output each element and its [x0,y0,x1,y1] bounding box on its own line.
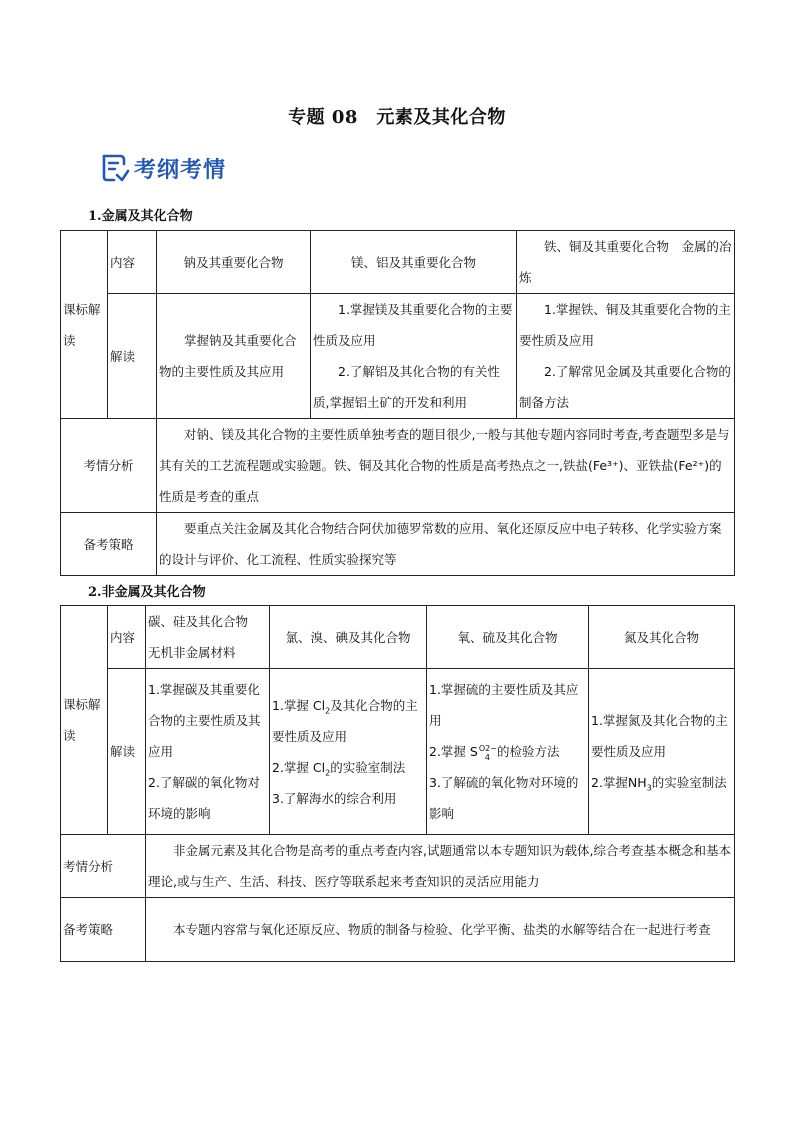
mg-al-point-1: 1.掌握镁及其重要化合物的主要性质及应用 [313,302,513,348]
strategy-text: 本专题内容常与氧化还原反应、物质的制备与检验、化学平衡、盐类的水解等结合在一起进行考查 [146,898,735,962]
magnesium-aluminum-interpretation [311,294,517,419]
halogen-point-1: 1.掌握 $Cl_2$及其化合物的主要性质及应用 [272,697,418,744]
mg-al-point-2: 2.了解铝及其化合物的有关性质,掌握铝土矿的开发和利用 [313,364,500,410]
strategy-label: 备考策略 [61,513,157,576]
row-group-label: 课标解读 [61,606,108,835]
col-head-oxygen-sulfur: 氧、硫及其化合物 [427,606,589,669]
row-group-label: 课标解读 [61,231,108,419]
content-label: 内容 [108,606,146,669]
iron-copper-interpretation [517,294,735,419]
halogen-point-3: 3.了解海水的综合利用 [272,790,397,806]
jiedu-label: 解读 [108,294,157,419]
halogen-interpretation [270,669,427,835]
strategy-label: 备考策略 [61,898,146,962]
page-title: 专题 08 元素及其化合物 [288,107,506,128]
fe-cu-point-2: 2.了解常见金属及其重要化合物的制备方法 [519,364,731,410]
col-head-halogens: 氯、溴、碘及其化合物 [270,606,427,669]
sulfate-formula: O2− 4 [478,743,497,762]
fe-cu-point-1: 1.掌握铁、铜及其重要化合物的主要性质及应用 [519,302,731,348]
col-head-sodium: 钠及其重要化合物 [157,231,311,294]
nitrogen-point-1: 1.掌握氮及其化合物的主要性质及应用 [591,713,728,759]
carbon-point-1: 1.掌握碳及其重要化合物的主要性质及其应用 [148,682,261,759]
sulfur-point-1: 1.掌握硫的主要性质及其应用 [429,682,579,728]
analysis-text: 对钠、镁及其化合物的主要性质单独考查的题目很少,一般与其他专题内容同时考查,考查题型多是与其有关的工艺流程题或实验题。铁、铜及其化合物的性质是高考热点之一,铁盐(Fe³⁺)、亚铁盐(Fe²⁺)的性质是考查的重点 [157,419,735,513]
sulfur-point-2: 2.掌握 SO2− 4 的检验方法 [429,743,560,762]
banner-label: 考纲考情 [134,157,227,183]
analysis-text: 非金属元素及其化合物是高考的重点考查内容,试题通常以本专题知识为载体,综合考查基本概念和基本理论,或与生产、生活、科技、医疗等联系起来考查知识的灵活应用能力 [146,835,735,898]
analysis-label: 考情分析 [61,835,146,898]
sulfur-point-3: 3.了解硫的氧化物对环境的影响 [429,775,579,821]
section1-heading: 1.金属及其化合物 [88,209,193,224]
carbon-point-2: 2.了解碳的氧化物对环境的影响 [148,775,260,821]
strategy-text: 要重点关注金属及其化合物结合阿伏加德罗常数的应用、氧化还原反应中电子转移、化学实验方案的设计与评价、化工流程、性质实验探究等 [157,513,735,576]
col-head-magnesium-aluminum: 镁、铝及其重要化合物 [311,231,517,294]
nitrogen-interpretation [589,669,735,835]
section-banner [100,150,226,186]
carbon-interpretation [146,669,270,835]
col-head-nitrogen: 氮及其化合物 [589,606,735,669]
analysis-label: 考情分析 [61,419,157,513]
halogen-point-2: 2.掌握 $Cl_2$的实验室制法 [272,759,406,777]
metal-compounds-table [60,230,735,576]
sodium-interpretation: 掌握钠及其重要化合物的主要性质及其应用 [157,294,311,419]
jiedu-label: 解读 [108,669,146,835]
section2-heading: 2.非金属及其化合物 [88,585,206,600]
document-icon [100,153,130,183]
col-head-iron-copper: 铁、铜及其重要化合物 金属的冶炼 [517,231,735,294]
nonmetal-compounds-table [60,605,735,962]
sulfur-interpretation [427,669,589,835]
col-head-carbon-silicon: 碳、硅及其化合物 无机非金属材料 [146,606,270,669]
content-label: 内容 [108,231,157,294]
nitrogen-point-2: 2.掌握$NH_3$的实验室制法 [591,775,727,793]
